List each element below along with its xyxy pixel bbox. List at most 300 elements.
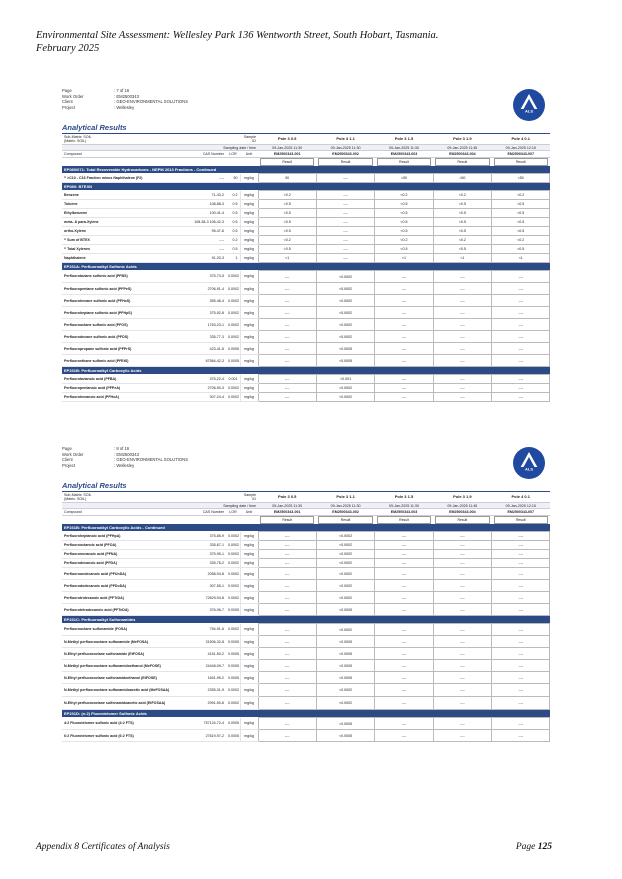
- compound-label: Compound: [62, 151, 182, 157]
- result-value: <0.0002: [316, 384, 374, 393]
- cas-number: 375-95-1: [182, 550, 226, 559]
- compound-name: Perfluorohexane sulfonic acid (PFHxS): [62, 295, 182, 307]
- lor-value: 0.5: [226, 218, 240, 227]
- cas-number: 91-20-3: [182, 254, 226, 263]
- result-value: <0.5: [492, 218, 550, 227]
- table-row: [62, 580, 550, 592]
- result-label: Result: [318, 158, 372, 165]
- header-result-row: [62, 157, 550, 166]
- table-row: [62, 660, 550, 672]
- unit-value: mg/kg: [240, 355, 258, 367]
- result-value: ----: [375, 271, 433, 283]
- lor-value: 0.5: [226, 227, 240, 236]
- result-value: ----: [492, 319, 550, 331]
- table-row: [62, 236, 550, 245]
- result-value: <0.0002: [316, 283, 374, 295]
- unit-value: mg/kg: [240, 532, 258, 541]
- result-value: <0.2: [433, 191, 491, 200]
- cas-number: 31506-32-8: [182, 636, 226, 648]
- result-value: <0.0002: [316, 331, 374, 343]
- sampling-date: 09-Jan-2025 11:30: [258, 503, 316, 509]
- cas-number: 1763-23-1: [182, 319, 226, 331]
- result-value: <0.2: [492, 236, 550, 245]
- result-value: ----: [433, 550, 491, 559]
- result-value: ----: [258, 660, 316, 672]
- sample-id: Pole 3 1.5: [375, 492, 433, 503]
- result-value: ----: [492, 283, 550, 295]
- cas-label: CAS Number: [182, 509, 226, 515]
- table-row: [62, 636, 550, 648]
- sampling-date: 09-Jan-2025 11:30: [375, 503, 433, 509]
- unit-value: mg/kg: [240, 283, 258, 295]
- compound-name: Perfluorooctane sulfonic acid (PFOS): [62, 319, 182, 331]
- result-label: Result: [494, 158, 548, 165]
- footer-page-label: Page: [515, 842, 536, 852]
- header-result-row: [62, 515, 550, 524]
- result-value: <0.0002: [316, 568, 374, 580]
- result-value: ----: [375, 283, 433, 295]
- sample-id: Pole 3 0.5: [258, 492, 316, 503]
- lor-value: 0.0005: [226, 660, 240, 672]
- result-value: ----: [258, 331, 316, 343]
- lor-value: 0.5: [226, 209, 240, 218]
- svg-text:ALS: ALS: [525, 108, 533, 114]
- unit-value: mg/kg: [240, 393, 258, 402]
- section-header: EP080: BTEXN: [62, 183, 550, 191]
- unit-value: mg/kg: [240, 624, 258, 636]
- result-value: ----: [258, 684, 316, 697]
- cas-number: 376-06-7: [182, 604, 226, 616]
- section-header: EP231C: Perfluoroalkyl Sulfonamides: [62, 616, 550, 624]
- cas-number: ----: [182, 236, 226, 245]
- table-row: [62, 331, 550, 343]
- result-value: <1: [375, 254, 433, 263]
- section-header-row: [62, 710, 550, 718]
- lab-id: EM2500343-007: [492, 151, 550, 157]
- result-value: ----: [375, 718, 433, 730]
- lor-value: 0.5: [226, 245, 240, 254]
- unit-value: mg/kg: [240, 559, 258, 568]
- section-header: EP080/071: Total Recoverable Hydrocarbons - NEPM 2013 Fractions - Continued: [62, 166, 550, 174]
- result-value: <0.0002: [316, 271, 374, 283]
- result-value: ----: [492, 384, 550, 393]
- cas-number: 100-41-4: [182, 209, 226, 218]
- cas-number: 2706-91-4: [182, 283, 226, 295]
- result-value: ----: [316, 209, 374, 218]
- lor-value: 0.0002: [226, 624, 240, 636]
- result-value: ----: [316, 236, 374, 245]
- lor-value: 0.0005: [226, 636, 240, 648]
- table-row: [62, 592, 550, 604]
- result-value: ----: [433, 283, 491, 295]
- result-value: ----: [375, 636, 433, 648]
- result-value: ----: [433, 331, 491, 343]
- result-value: <0.0002: [316, 307, 374, 319]
- spacer: [226, 134, 240, 145]
- unit-value: mg/kg: [240, 254, 258, 263]
- result-value: ----: [492, 568, 550, 580]
- compound-name: meta- & para-Xylene: [62, 218, 182, 227]
- result-value: ----: [492, 592, 550, 604]
- result-label: Result: [260, 158, 314, 165]
- result-value: ----: [492, 660, 550, 672]
- result-value: ----: [258, 568, 316, 580]
- result-value: ----: [433, 384, 491, 393]
- result-value: ----: [492, 730, 550, 742]
- compound-name: Perfluorobutane sulfonic acid (PFBS): [62, 271, 182, 283]
- result-value: <1: [258, 254, 316, 263]
- lor-value: 0.0002: [226, 559, 240, 568]
- result-label: Result: [377, 158, 431, 165]
- result-value: ----: [492, 672, 550, 684]
- unit-value: mg/kg: [240, 191, 258, 200]
- result-label-cell: [375, 157, 433, 166]
- unit-value: mg/kg: [240, 295, 258, 307]
- table-row: [62, 384, 550, 393]
- result-value: ----: [375, 343, 433, 355]
- result-value: ----: [433, 559, 491, 568]
- matrix-label: [62, 492, 182, 503]
- unit-value: mg/kg: [240, 384, 258, 393]
- result-value: ----: [492, 307, 550, 319]
- document-title-line2: February 2025: [36, 42, 100, 54]
- result-label-cell: [316, 515, 374, 524]
- compound-name: ortho-Xylene: [62, 227, 182, 236]
- cas-number: 307-24-4: [182, 393, 226, 402]
- result-label-cell: [492, 515, 550, 524]
- result-label-cell: [258, 515, 316, 524]
- cas-number: ----: [182, 174, 226, 183]
- lor-value: 0.001: [226, 375, 240, 384]
- result-value: ----: [375, 592, 433, 604]
- result-value: ----: [316, 200, 374, 209]
- section-header: EP231B: Perfluoroalkyl Carboxylic Acids - Continued: [62, 524, 550, 532]
- result-value: ----: [492, 343, 550, 355]
- table-row: [62, 550, 550, 559]
- compound-name: Benzene: [62, 191, 182, 200]
- compound-name: Perfluoropropane sulfonic acid (PFPrS): [62, 343, 182, 355]
- result-value: ----: [492, 541, 550, 550]
- sampling-date: 09-Jan-2025 11:30: [316, 145, 374, 151]
- compound-name: Perfluorotetradecanoic acid (PFTeDA): [62, 604, 182, 616]
- spacer: [226, 492, 240, 503]
- table-row: [62, 174, 550, 183]
- result-value: ----: [258, 307, 316, 319]
- cas-number: 2355-31-9: [182, 684, 226, 697]
- result-value: ----: [316, 218, 374, 227]
- sampling-date: 09-Jan-2025 12:15: [492, 503, 550, 509]
- meta-key: Project: [62, 104, 76, 110]
- cas-number: 355-46-4: [182, 295, 226, 307]
- compound-name: Perfluorohexanoic acid (PFHxA): [62, 393, 182, 402]
- result-value: ----: [258, 550, 316, 559]
- cas-number: 2058-94-8: [182, 568, 226, 580]
- unit-value: mg/kg: [240, 672, 258, 684]
- document-title-line1: Environmental Site Assessment: Wellesley Park 136 Wentworth Street, South Hobart, Tasmania.: [36, 30, 439, 41]
- result-value: ----: [375, 532, 433, 541]
- result-value: ----: [258, 592, 316, 604]
- lor-value: 0.0002: [226, 271, 240, 283]
- compound-name: Naphthalene: [62, 254, 182, 263]
- cas-number: 67584-42-3: [182, 355, 226, 367]
- result-value: ----: [375, 697, 433, 710]
- cas-number: 72629-94-8: [182, 592, 226, 604]
- result-value: 50: [258, 174, 316, 183]
- result-value: <0.5: [433, 200, 491, 209]
- cas-number: 24448-09-7: [182, 660, 226, 672]
- meta-value: : GEO-ENVIRONMENTAL SOLUTIONS: [114, 99, 188, 105]
- result-value: ----: [433, 636, 491, 648]
- section-header-row: [62, 616, 550, 624]
- unit-value: mg/kg: [240, 200, 258, 209]
- cas-number: 335-67-1: [182, 541, 226, 550]
- results-table: [62, 492, 550, 742]
- lor-value: 0.0002: [226, 592, 240, 604]
- result-value: <0.5: [492, 227, 550, 236]
- sampling-date-label: Sampling date / time: [182, 503, 258, 509]
- table-row: [62, 218, 550, 227]
- compound-name: Perfluorodecanoic acid (PFDA): [62, 559, 182, 568]
- result-value: ----: [375, 580, 433, 592]
- result-value: <0.5: [433, 245, 491, 254]
- table-row: [62, 532, 550, 541]
- result-value: ----: [258, 718, 316, 730]
- result-value: <0.0002: [316, 532, 374, 541]
- result-value: ----: [433, 307, 491, 319]
- result-value: <0.5: [375, 209, 433, 218]
- compound-name: Perfluorooctane sulfonamide (FOSA): [62, 624, 182, 636]
- spacer: [240, 515, 258, 524]
- compound-name: Perfluoroundecanoic acid (PFUnDA): [62, 568, 182, 580]
- result-value: <0.2: [258, 236, 316, 245]
- result-value: ----: [258, 580, 316, 592]
- result-value: ----: [433, 295, 491, 307]
- spacer: [240, 157, 258, 166]
- result-value: ----: [375, 604, 433, 616]
- document-title: [36, 30, 596, 55]
- result-value: ----: [258, 541, 316, 550]
- result-value: ----: [492, 604, 550, 616]
- table-row: [62, 319, 550, 331]
- result-value: <0.5: [492, 200, 550, 209]
- result-value: ----: [375, 384, 433, 393]
- result-value: <0.5: [375, 245, 433, 254]
- meta-key: Page: [62, 88, 72, 93]
- result-value: ----: [375, 672, 433, 684]
- spacer: [62, 515, 182, 524]
- unit-value: mg/kg: [240, 730, 258, 742]
- result-value: ----: [433, 580, 491, 592]
- lab-id: EM2500343-007: [492, 509, 550, 515]
- result-value: ----: [433, 355, 491, 367]
- result-value: <0.0002: [316, 697, 374, 710]
- lor-value: 0.0005: [226, 604, 240, 616]
- lor-value: 1: [226, 254, 240, 263]
- result-value: <0.001: [316, 375, 374, 384]
- table-row: [62, 697, 550, 710]
- result-value: <1: [433, 254, 491, 263]
- result-value: ----: [492, 684, 550, 697]
- result-value: ----: [433, 604, 491, 616]
- cas-number: 108-38-3 106-42-3: [182, 218, 226, 227]
- compound-name: Perfluorooctanoic acid (PFOA): [62, 541, 182, 550]
- result-value: ----: [433, 697, 491, 710]
- spacer: [182, 134, 226, 145]
- compound-name: Perfluoropentane sulfonic acid (PFPeS): [62, 283, 182, 295]
- compound-name: N-Ethyl perfluorooctane sulfonamidoethanol (EtFOSE): [62, 672, 182, 684]
- result-value: ----: [258, 636, 316, 648]
- lor-value: 0.0002: [226, 283, 240, 295]
- meta-key: Work Order: [62, 451, 84, 457]
- matrix: (Matrix: SOIL): [64, 139, 87, 143]
- table-row: [62, 271, 550, 283]
- table-row: [62, 355, 550, 367]
- result-value: ----: [375, 648, 433, 660]
- unit-value: mg/kg: [240, 684, 258, 697]
- result-value: ----: [258, 375, 316, 384]
- result-value: ----: [375, 624, 433, 636]
- unit-value: mg/kg: [240, 660, 258, 672]
- unit-value: mg/kg: [240, 271, 258, 283]
- table-row: [62, 254, 550, 263]
- result-value: <0.5: [492, 245, 550, 254]
- lor-value: 0.0002: [226, 697, 240, 710]
- sample-id: Pole 3 0.5: [258, 134, 316, 145]
- result-value: ----: [258, 624, 316, 636]
- result-value: <50: [492, 174, 550, 183]
- cas-number: 375-73-5: [182, 271, 226, 283]
- result-value: <0.2: [375, 191, 433, 200]
- meta-key: Client: [62, 99, 73, 105]
- lor-value: 0.2: [226, 236, 240, 245]
- sample-id: Pole 3 1.5: [375, 134, 433, 145]
- result-value: <0.0002: [316, 393, 374, 402]
- unit-value: mg/kg: [240, 319, 258, 331]
- sample-id: Pole 4 0.1: [492, 492, 550, 503]
- meta-key: Project: [62, 462, 76, 468]
- table-row: [62, 343, 550, 355]
- result-value: ----: [492, 375, 550, 384]
- section-header: EP231B: Perfluoroalkyl Carboxylic Acids: [62, 367, 550, 375]
- result-label: Result: [260, 516, 314, 523]
- result-value: ----: [492, 532, 550, 541]
- compound-name: Perfluorobutanoic acid (PFBA): [62, 375, 182, 384]
- spacer: [62, 157, 182, 166]
- spacer: [226, 157, 240, 166]
- result-value: ----: [258, 559, 316, 568]
- section-header-row: [62, 263, 550, 271]
- unit-value: mg/kg: [240, 375, 258, 384]
- section-header-row: [62, 367, 550, 375]
- result-value: <0.5: [258, 200, 316, 209]
- table-row: [62, 684, 550, 697]
- sampling-date: 09-Jan-2025 11:45: [433, 503, 491, 509]
- lor-value: 0.0005: [226, 355, 240, 367]
- unit-value: mg/kg: [240, 331, 258, 343]
- lab-id: EM2500343-001: [258, 509, 316, 515]
- sampling-date: 09-Jan-2025 11:30: [258, 145, 316, 151]
- section-header: EP231A: Perfluoroalkyl Sulfonic Acids: [62, 263, 550, 271]
- table-row: [62, 648, 550, 660]
- table-row: [62, 227, 550, 236]
- compound-name: Perfluoroethane sulfonic acid (PFEtS): [62, 355, 182, 367]
- compound-name: N-Methyl perfluorooctane sulfonamidoethanol (MeFOSE): [62, 660, 182, 672]
- compound-name: Perfluorotridecanoic acid (PFTrDA): [62, 592, 182, 604]
- sub-matrix: Sub-Matrix: SOIL: [64, 134, 92, 139]
- cas-number: 2706-90-3: [182, 384, 226, 393]
- result-value: ----: [492, 550, 550, 559]
- lab-id: EM2500343-001: [258, 151, 316, 157]
- compound-name: ^ >C10 - C16 Fraction minus Naphthalene (F2): [62, 174, 182, 183]
- result-value: <0.0005: [316, 355, 374, 367]
- lor-value: 0.0002: [226, 550, 240, 559]
- table-row: [62, 200, 550, 209]
- lor-value: 0.0005: [226, 718, 240, 730]
- result-value: ----: [433, 718, 491, 730]
- lor-value: 0.0005: [226, 672, 240, 684]
- result-value: ----: [375, 295, 433, 307]
- table-row: [62, 672, 550, 684]
- section-title: Analytical Results: [62, 481, 127, 490]
- compound-label: Compound: [62, 509, 182, 515]
- compound-name: Perfluorononanoic acid (PFNA): [62, 550, 182, 559]
- sample-id: Pole 3 1.9: [433, 492, 491, 503]
- cas-number: 27619-97-2: [182, 730, 226, 742]
- sample-id-label: Sample ID: [240, 492, 258, 503]
- lor-value: 0.0002: [226, 541, 240, 550]
- result-value: <0.5: [375, 218, 433, 227]
- result-value: <0.0005: [316, 660, 374, 672]
- meta-value: : Wellesley: [114, 104, 135, 110]
- result-value: ----: [258, 295, 316, 307]
- compound-name: 4:2 Fluorotelomer sulfonic acid (4:2 FTS): [62, 718, 182, 730]
- unit-label: Unit: [240, 509, 258, 515]
- result-value: ----: [258, 319, 316, 331]
- result-value: <0.5: [258, 209, 316, 218]
- compound-name: Perfluoroheptanoic acid (PFHpA): [62, 532, 182, 541]
- compound-name: ^ Total Xylenes: [62, 245, 182, 254]
- table-row: [62, 718, 550, 730]
- spacer: [182, 515, 226, 524]
- table-row: [62, 624, 550, 636]
- cas-label: CAS Number: [182, 151, 226, 157]
- result-value: ----: [492, 393, 550, 402]
- table-row: [62, 568, 550, 580]
- unit-value: mg/kg: [240, 541, 258, 550]
- table-row: [62, 730, 550, 742]
- result-value: <0.0005: [316, 604, 374, 616]
- sampling-date: 09-Jan-2025 11:30: [316, 503, 374, 509]
- sample-id-label: Sample ID: [240, 134, 258, 145]
- result-value: ----: [258, 730, 316, 742]
- result-value: ----: [492, 295, 550, 307]
- unit-value: mg/kg: [240, 648, 258, 660]
- result-value: ----: [258, 697, 316, 710]
- result-value: <50: [375, 174, 433, 183]
- result-value: ----: [316, 227, 374, 236]
- lor-value: 0.0002: [226, 331, 240, 343]
- unit-value: mg/kg: [240, 604, 258, 616]
- result-value: ----: [433, 541, 491, 550]
- lor-value: 0.0002: [226, 684, 240, 697]
- result-value: <0.0002: [316, 624, 374, 636]
- result-value: ----: [433, 532, 491, 541]
- table-row: [62, 209, 550, 218]
- section-header-row: [62, 166, 550, 174]
- result-label-cell: [492, 157, 550, 166]
- result-value: ----: [258, 384, 316, 393]
- result-value: <0.0002: [316, 592, 374, 604]
